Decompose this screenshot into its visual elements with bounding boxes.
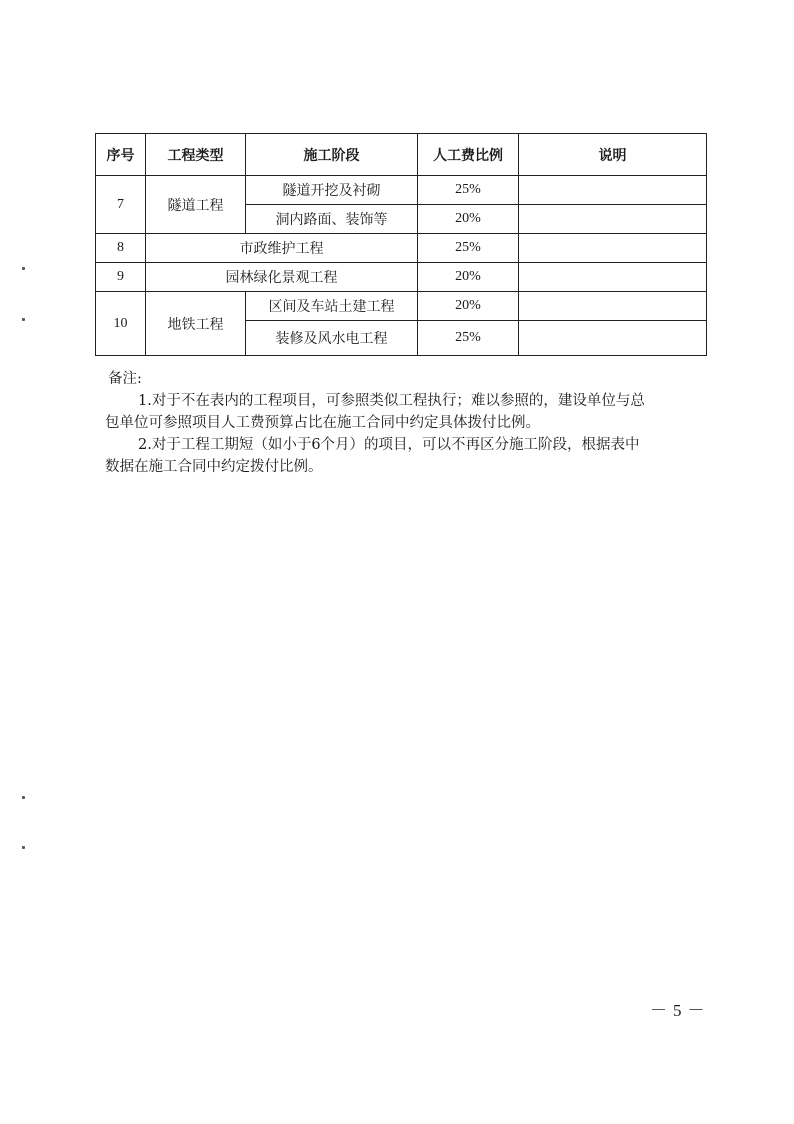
- row-stage: 洞内路面、装饰等: [246, 205, 418, 234]
- note-2-line-1: 2.对于工程工期短（如小于6个月）的项目，可以不再区分施工阶段，根据表中: [138, 437, 640, 453]
- notes-title: 备注:: [108, 371, 142, 387]
- table-row: [96, 292, 707, 321]
- header-construction-stage: 施工阶段: [246, 134, 418, 176]
- page-number: －5－: [650, 1001, 711, 1020]
- note-1-line-1: 1.对于不在表内的工程项目，可参照类似工程执行；难以参照的，建设单位与总: [138, 393, 645, 409]
- row-ratio: 25%: [418, 176, 519, 205]
- binding-hole-mark: [22, 796, 25, 799]
- row-no: 8: [96, 234, 146, 263]
- row-remarks: [519, 234, 707, 263]
- notes-section: [105, 368, 708, 478]
- row-remarks: [519, 205, 707, 234]
- row-remarks: [519, 321, 707, 356]
- row-no: 7: [96, 176, 146, 234]
- row-ratio: 20%: [418, 205, 519, 234]
- row-no: 10: [96, 292, 146, 356]
- labor-cost-ratio-table: [95, 133, 707, 356]
- table-header-row: [96, 134, 707, 176]
- row-ratio: 25%: [418, 321, 519, 356]
- row-remarks: [519, 263, 707, 292]
- row-remarks: [519, 176, 707, 205]
- note-1-line-2: 包单位可参照项目人工费预算占比在施工合同中约定具体拨付比例。: [105, 415, 540, 431]
- header-labor-ratio: 人工费比例: [418, 134, 519, 176]
- row-stage: 装修及风水电工程: [246, 321, 418, 356]
- header-remarks: 说明: [519, 134, 707, 176]
- row-project-type: 园林绿化景观工程: [146, 263, 418, 292]
- binding-hole-mark: [22, 267, 25, 270]
- row-remarks: [519, 292, 707, 321]
- row-project-type: 隧道工程: [146, 176, 246, 234]
- row-no: 9: [96, 263, 146, 292]
- binding-hole-mark: [22, 846, 25, 849]
- row-ratio: 20%: [418, 263, 519, 292]
- note-2-line-2: 数据在施工合同中约定拨付比例。: [105, 459, 323, 475]
- row-project-type: 市政维护工程: [146, 234, 418, 263]
- row-ratio: 25%: [418, 234, 519, 263]
- binding-hole-mark: [22, 318, 25, 321]
- row-stage: 隧道开挖及衬砌: [246, 176, 418, 205]
- row-project-type: 地铁工程: [146, 292, 246, 356]
- row-stage: 区间及车站土建工程: [246, 292, 418, 321]
- row-ratio: 20%: [418, 292, 519, 321]
- table-row: [96, 263, 707, 292]
- table-row: [96, 234, 707, 263]
- table-row: [96, 176, 707, 205]
- header-project-type: 工程类型: [146, 134, 246, 176]
- header-no: 序号: [96, 134, 146, 176]
